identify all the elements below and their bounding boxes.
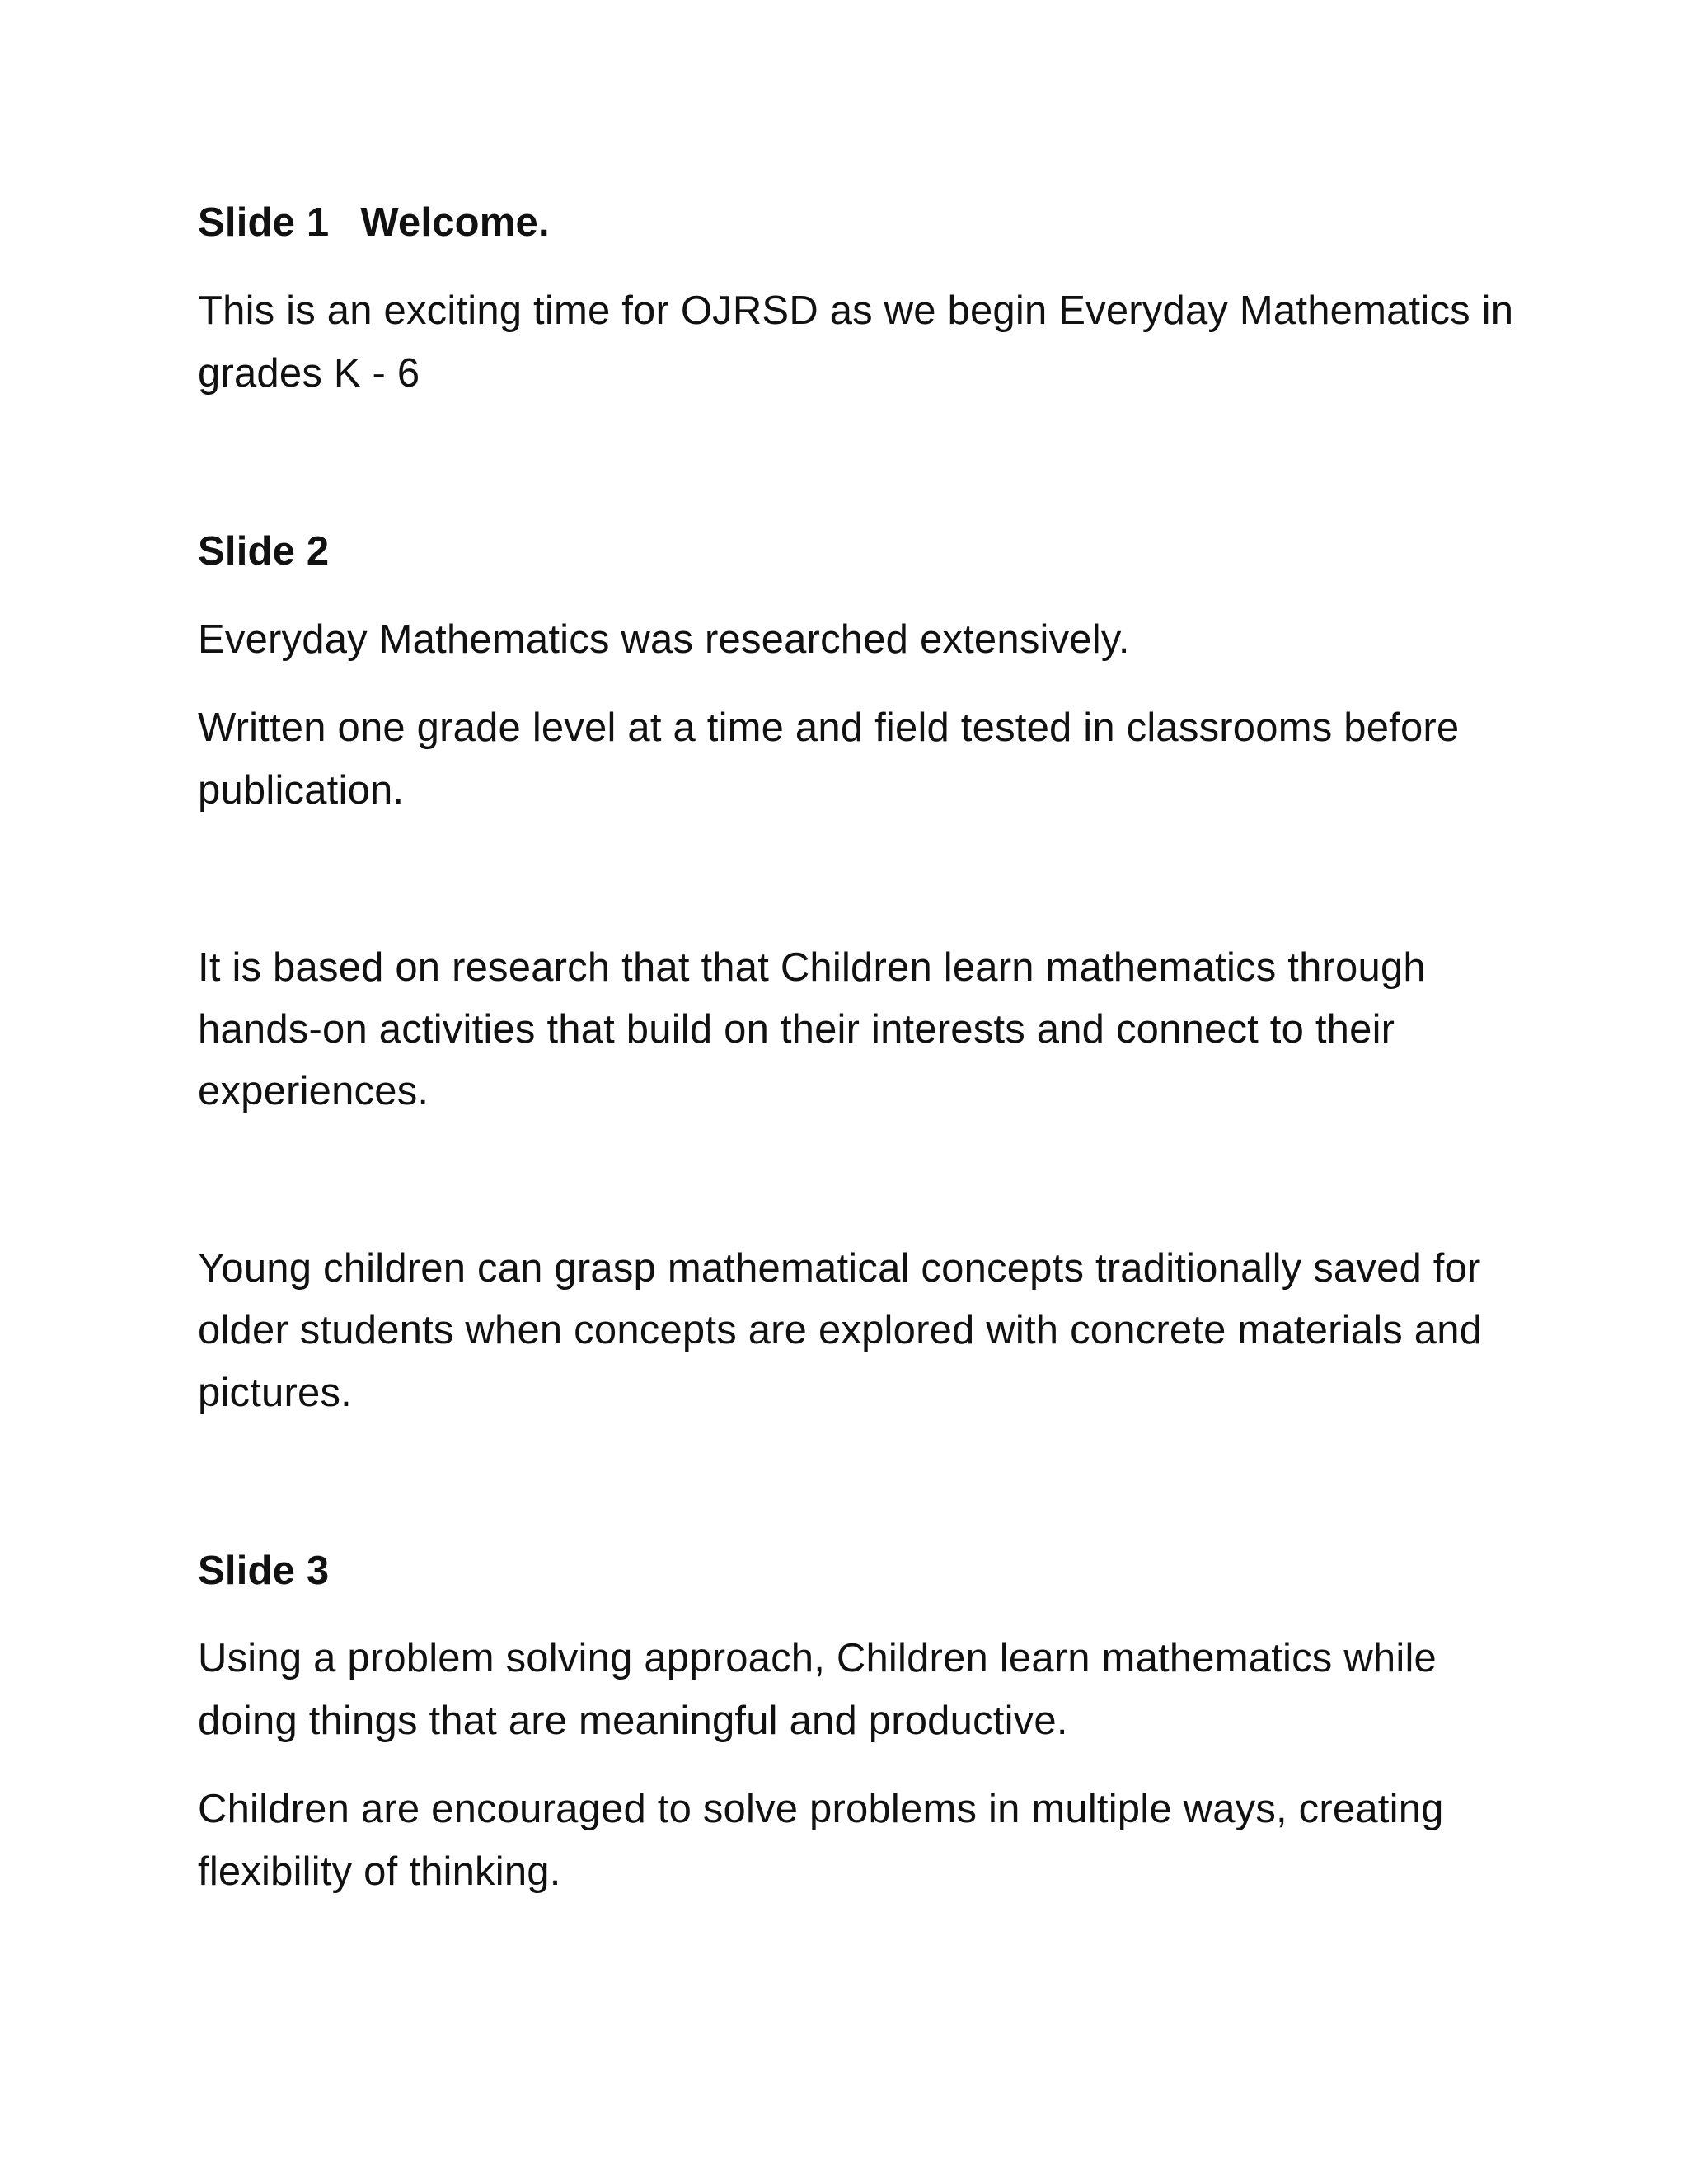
slide-2-paragraph-2-line: publication. bbox=[198, 768, 405, 813]
slide-1-heading bbox=[198, 200, 550, 245]
slide-1-text-line: grades K - 6 bbox=[198, 351, 420, 396]
slide-2-paragraph-3-line: It is based on research that that Children learn mathematics through bbox=[198, 945, 1426, 990]
slide-2-heading: Slide 2 bbox=[198, 529, 330, 574]
slide-2-paragraph-3-line: experiences. bbox=[198, 1069, 429, 1113]
slide-2-paragraph-4-line: older students when concepts are explored with concrete materials and bbox=[198, 1308, 1483, 1352]
slide-2-paragraph-1-line: Everyday Mathematics was researched extensively. bbox=[198, 617, 1130, 662]
slide-2-paragraph-4-line: Young children can grasp mathematical concepts traditionally saved for bbox=[198, 1246, 1481, 1291]
slide-3-paragraph-2-line: Children are encouraged to solve problems in multiple ways, creating bbox=[198, 1787, 1444, 1831]
slide-3-paragraph-1-line: doing things that are meaningful and productive. bbox=[198, 1699, 1068, 1743]
slide-2-paragraph-3-line: hands-on activities that build on their interests and connect to their bbox=[198, 1007, 1395, 1052]
slide-1-label: Slide 1 bbox=[198, 200, 330, 245]
slide-1-text-line: This is an exciting time for OJRSD as we begin Everyday Mathematics in bbox=[198, 288, 1514, 333]
slide-1-title: Welcome. bbox=[360, 200, 550, 245]
slide-2-paragraph-4-line: pictures. bbox=[198, 1371, 352, 1415]
slide-3-heading: Slide 3 bbox=[198, 1549, 330, 1593]
slide-3-paragraph-1-line: Using a problem solving approach, Children learn mathematics while bbox=[198, 1636, 1437, 1680]
slide-3-paragraph-2-line: flexibility of thinking. bbox=[198, 1849, 561, 1894]
slide-2-paragraph-2-line: Written one grade level at a time and field tested in classrooms before bbox=[198, 705, 1460, 750]
